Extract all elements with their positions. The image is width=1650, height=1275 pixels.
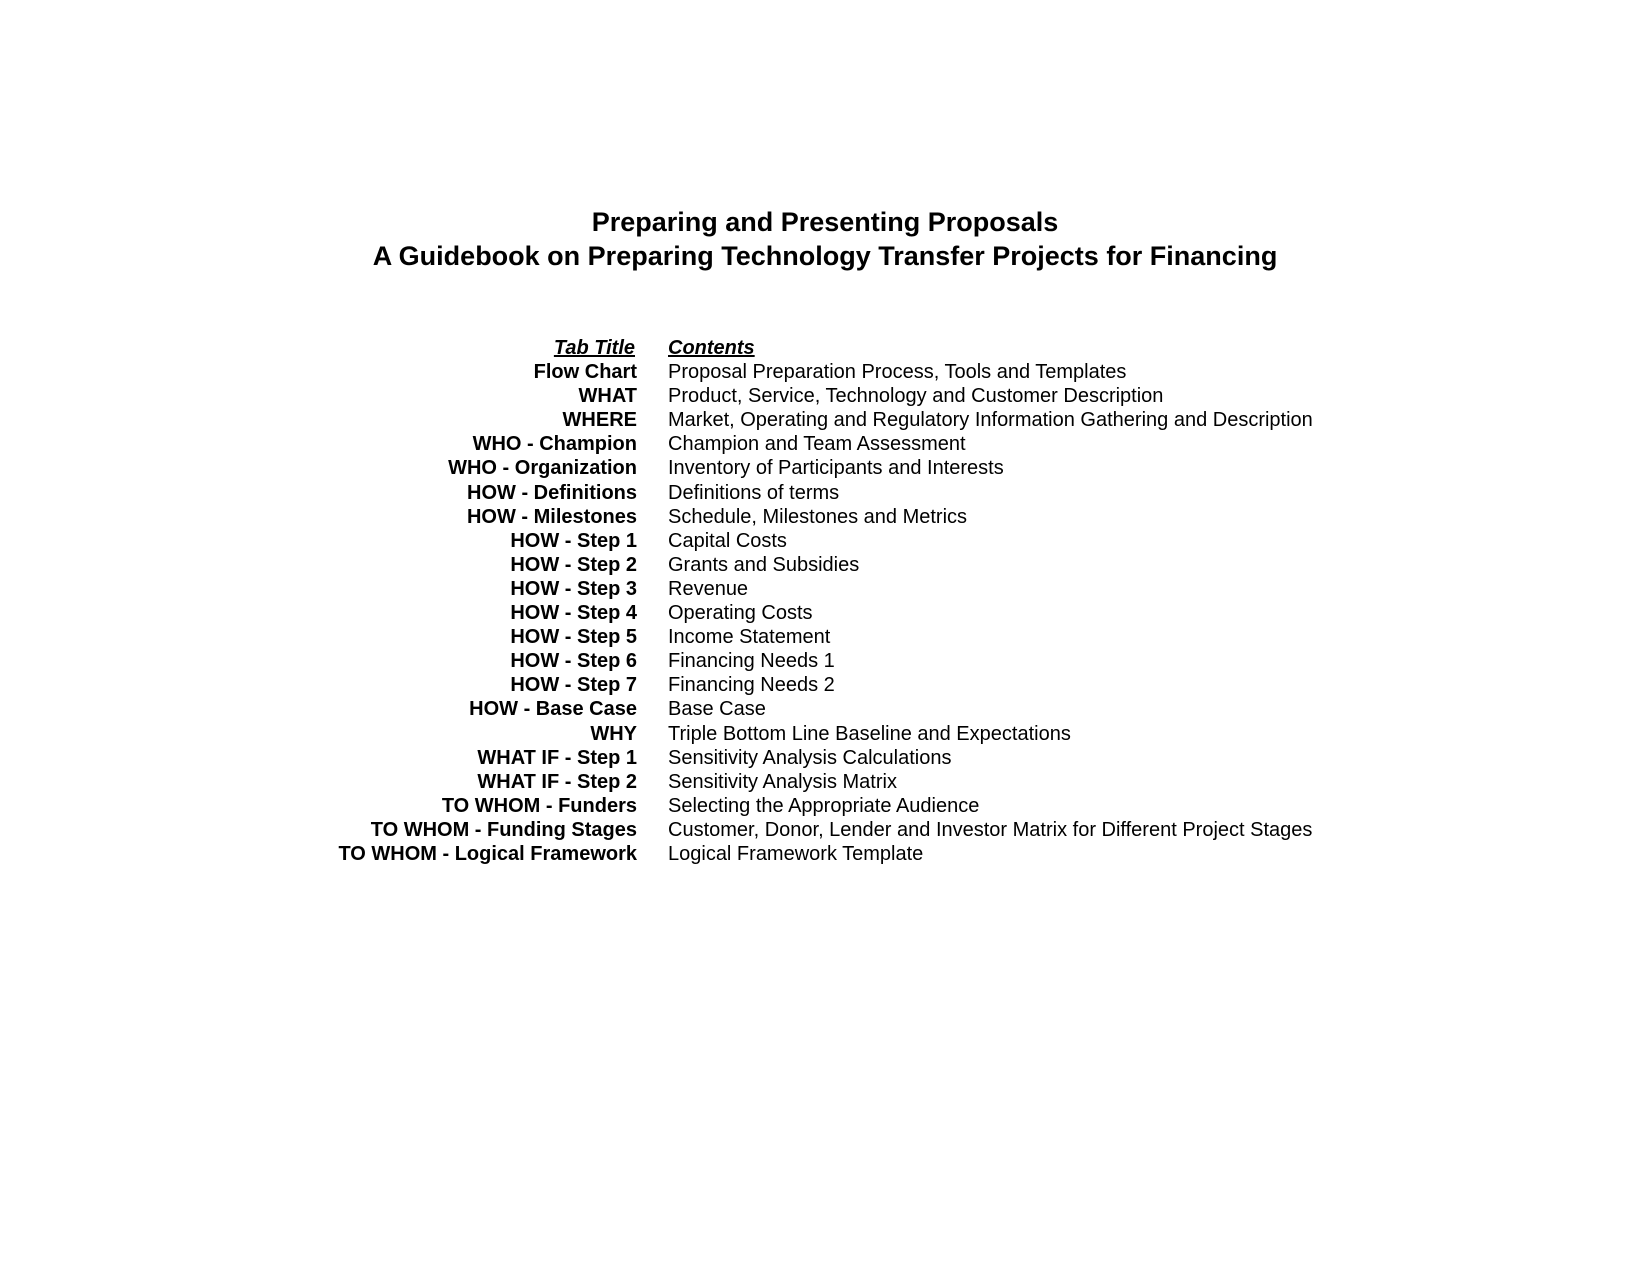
toc-contents: Sensitivity Analysis Matrix bbox=[668, 770, 897, 793]
toc-row bbox=[0, 770, 1650, 794]
toc-tab-title: HOW - Step 2 bbox=[510, 553, 637, 576]
toc-tab-title: WHERE bbox=[562, 409, 637, 432]
toc-tab-title: WHAT bbox=[578, 385, 637, 408]
toc-contents: Proposal Preparation Process, Tools and Templates bbox=[668, 361, 1127, 384]
toc-tab-title: HOW - Step 3 bbox=[510, 577, 637, 600]
toc-contents: Financing Needs 1 bbox=[668, 650, 835, 673]
toc-row bbox=[0, 842, 1650, 866]
toc-contents: Grants and Subsidies bbox=[668, 553, 860, 576]
toc-tab-title: WHAT IF - Step 1 bbox=[477, 746, 637, 769]
toc-contents: Logical Framework Template bbox=[668, 842, 924, 865]
toc-row bbox=[0, 360, 1650, 384]
toc-tab-title: HOW - Step 7 bbox=[510, 674, 637, 697]
toc-contents: Operating Costs bbox=[668, 602, 813, 625]
toc-header-row bbox=[0, 336, 1650, 360]
document-title-block bbox=[0, 205, 1650, 273]
toc-row bbox=[0, 746, 1650, 770]
toc-row bbox=[0, 553, 1650, 577]
toc-contents: Triple Bottom Line Baseline and Expectations bbox=[668, 722, 1071, 745]
toc-contents: Base Case bbox=[668, 698, 766, 721]
toc-row bbox=[0, 673, 1650, 697]
toc-tab-title: TO WHOM - Logical Framework bbox=[338, 842, 637, 865]
toc-row bbox=[0, 456, 1650, 480]
toc-tab-title: WHY bbox=[590, 722, 637, 745]
toc-rows bbox=[0, 360, 1650, 866]
document-title: Preparing and Presenting Proposals bbox=[591, 207, 1059, 237]
toc-contents: Schedule, Milestones and Metrics bbox=[668, 505, 968, 528]
toc-tab-title: TO WHOM - Funders bbox=[441, 794, 637, 817]
toc-tab-title: HOW - Step 6 bbox=[510, 650, 637, 673]
toc-row bbox=[0, 577, 1650, 601]
toc-tab-title: Flow Chart bbox=[533, 361, 637, 384]
toc-tab-title: WHO - Organization bbox=[448, 457, 637, 480]
toc-contents: Revenue bbox=[668, 577, 749, 600]
toc-row bbox=[0, 529, 1650, 553]
toc-row bbox=[0, 601, 1650, 625]
contents-header: Contents bbox=[668, 337, 755, 359]
toc-contents: Market, Operating and Regulatory Information Gathering and Description bbox=[668, 409, 1313, 432]
toc-tab-title: HOW - Step 1 bbox=[510, 529, 637, 552]
toc-contents: Product, Service, Technology and Customer Description bbox=[668, 385, 1164, 408]
toc-row bbox=[0, 481, 1650, 505]
toc-row bbox=[0, 649, 1650, 673]
toc-row bbox=[0, 794, 1650, 818]
toc-contents: Definitions of terms bbox=[668, 481, 840, 504]
toc-contents: Customer, Donor, Lender and Investor Matrix for Different Project Stages bbox=[668, 818, 1313, 841]
toc-row bbox=[0, 505, 1650, 529]
toc-row bbox=[0, 384, 1650, 408]
document-subtitle: A Guidebook on Preparing Technology Transfer Projects for Financing bbox=[372, 241, 1278, 271]
toc-tab-title: HOW - Step 4 bbox=[510, 602, 637, 625]
toc-tab-title: HOW - Base Case bbox=[469, 698, 637, 721]
toc-contents: Inventory of Participants and Interests bbox=[668, 457, 1004, 480]
toc-contents: Financing Needs 2 bbox=[668, 674, 835, 697]
toc-contents: Selecting the Appropriate Audience bbox=[668, 794, 980, 817]
toc-row bbox=[0, 697, 1650, 721]
tab-title-header: Tab Title bbox=[553, 337, 635, 359]
toc-tab-title: HOW - Milestones bbox=[466, 505, 637, 528]
toc-row bbox=[0, 432, 1650, 456]
toc-contents: Capital Costs bbox=[668, 529, 787, 552]
toc-row bbox=[0, 408, 1650, 432]
toc-tab-title: WHAT IF - Step 2 bbox=[477, 770, 637, 793]
toc-tab-title: WHO - Champion bbox=[472, 433, 637, 456]
toc-contents: Champion and Team Assessment bbox=[668, 433, 966, 456]
toc-row bbox=[0, 625, 1650, 649]
toc-contents: Income Statement bbox=[668, 626, 831, 649]
toc-tab-title: TO WHOM - Funding Stages bbox=[370, 818, 637, 841]
toc-row bbox=[0, 818, 1650, 842]
table-of-contents bbox=[0, 336, 1650, 866]
toc-tab-title: HOW - Step 5 bbox=[510, 626, 637, 649]
toc-contents: Sensitivity Analysis Calculations bbox=[668, 746, 952, 769]
toc-row bbox=[0, 722, 1650, 746]
toc-tab-title: HOW - Definitions bbox=[467, 481, 637, 504]
